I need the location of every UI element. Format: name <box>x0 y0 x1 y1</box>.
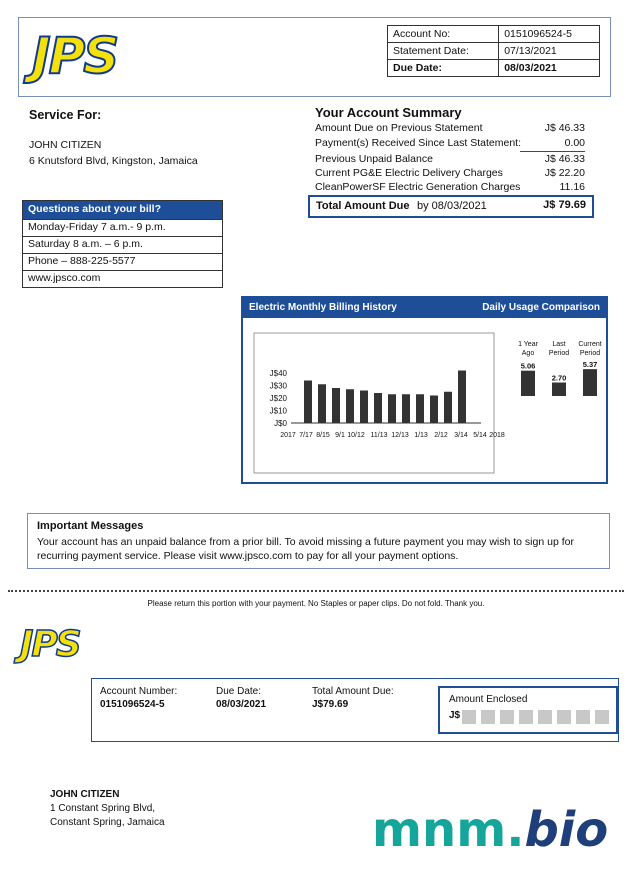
x-tick-label: 12/13 <box>391 432 409 439</box>
summary-label: Current PG&E Electric Delivery Charges <box>315 167 503 179</box>
phone-number: Phone – 888-225-5577 <box>23 253 222 270</box>
summary-value: J$ 46.33 <box>544 153 585 165</box>
comparison-value-label: 5.06 <box>520 361 536 371</box>
mailing-name: JOHN CITIZEN <box>50 789 120 800</box>
history-bar <box>304 381 312 424</box>
comparison-bar <box>583 369 597 396</box>
due-date-row <box>388 60 600 77</box>
digit-box[interactable] <box>462 710 476 724</box>
currency-label: J$ <box>449 710 461 721</box>
mailing-line-2: Constant Spring, Jamaica <box>50 817 165 828</box>
summary-label: CleanPowerSF Electric Generation Charges <box>315 181 521 193</box>
due-date-label: Due Date: <box>388 60 499 77</box>
billing-history-title: Electric Monthly Billing History <box>249 302 397 313</box>
return-note: Please return this portion with your payment. No Staples or paper clips. Do not fold. Thank you. <box>147 599 485 608</box>
statement-date-row <box>388 43 600 60</box>
x-tick-label: 3/14 <box>454 432 468 439</box>
comparison-bar <box>521 371 535 396</box>
hours-weekday: Monday-Friday 7 a.m.- 9 p.m. <box>23 219 222 236</box>
amount-enclosed-box[interactable] <box>438 686 618 734</box>
summary-label: Amount Due on Previous Statement <box>315 122 483 134</box>
digit-box[interactable] <box>519 710 533 724</box>
amount-enclosed-label: Amount Enclosed <box>449 694 528 705</box>
jps-logo: JPS <box>32 27 118 85</box>
x-tick-label: 2/12 <box>434 432 448 439</box>
x-tick-label: 8/15 <box>316 432 330 439</box>
total-due-label: Total Amount Due <box>316 200 410 212</box>
y-tick-label: J$0 <box>274 419 287 428</box>
digit-box[interactable] <box>595 710 609 724</box>
tear-line <box>8 590 624 592</box>
digit-box[interactable] <box>481 710 495 724</box>
history-bar <box>360 391 368 424</box>
history-bar <box>430 396 438 424</box>
account-value: 0151096524-5 <box>499 26 600 43</box>
history-bar <box>346 389 354 423</box>
website-link[interactable]: www.jpsco.com <box>23 270 222 287</box>
digit-box[interactable] <box>576 710 590 724</box>
questions-box <box>22 200 223 288</box>
y-tick-label: J$10 <box>269 406 287 416</box>
comparison-value-label: 5.37 <box>582 360 598 370</box>
summary-value: 0.00 <box>564 137 585 149</box>
mailing-line-1: 1 Constant Spring Blvd, <box>50 803 156 814</box>
history-bar <box>374 393 382 423</box>
remit-account-value: 0151096524-5 <box>100 699 165 710</box>
comparison-category-label: Period <box>579 350 601 357</box>
watermark-logo <box>372 800 608 860</box>
summary-label: Payment(s) Received Since Last Statement: <box>315 137 522 149</box>
x-tick-label: 5/14 <box>473 432 487 439</box>
total-due-box <box>308 195 594 218</box>
statement-date-value: 07/13/2021 <box>499 43 600 60</box>
comparison-category-label: Ago <box>521 350 535 357</box>
billing-history-panel <box>241 296 608 484</box>
remit-due-value: 08/03/2021 <box>216 699 267 710</box>
messages-heading: Important Messages <box>37 520 144 532</box>
usage-comparison-title: Daily Usage Comparison <box>482 302 600 313</box>
statement-date-label: Statement Date: <box>388 43 499 60</box>
watermark-part-2: bio <box>524 802 609 858</box>
summary-heading: Your Account Summary <box>315 105 462 120</box>
summary-value: J$ 22.20 <box>544 167 585 179</box>
account-label: Account No: <box>388 26 499 43</box>
history-bar <box>444 392 452 423</box>
service-heading: Service For: <box>29 108 102 122</box>
messages-line-1: Your account has an unpaid balance from a prior bill. To avoid missing a future payment you may wish to sign up for <box>37 536 574 548</box>
total-due-by: by 08/03/2021 <box>417 200 487 212</box>
history-bar <box>416 394 424 423</box>
remit-total-label: Total Amount Due: <box>312 686 394 697</box>
comparison-category-label: Last <box>552 341 566 348</box>
x-tick-label: 2018 <box>489 432 505 439</box>
y-tick-label: J$40 <box>269 369 287 378</box>
digit-box[interactable] <box>557 710 571 724</box>
summary-divider <box>520 151 585 152</box>
history-bar <box>458 371 466 424</box>
due-date-value: 08/03/2021 <box>499 60 600 77</box>
x-tick-label: 7/17 <box>299 432 313 439</box>
comparison-category-label: Period <box>548 350 570 357</box>
remit-account-label: Account Number: <box>100 686 178 697</box>
remit-due-label: Due Date: <box>216 686 262 697</box>
comparison-bar <box>552 383 566 397</box>
account-info-table <box>387 25 600 77</box>
account-row <box>388 26 600 43</box>
comparison-category-label: Current <box>578 341 602 348</box>
service-name: JOHN CITIZEN <box>29 139 102 151</box>
comparison-category-label: 1 Year <box>518 341 538 348</box>
total-due-value: J$ 79.69 <box>543 199 586 211</box>
jps-logo-small: JPS <box>20 624 80 665</box>
watermark-part-1: mnm. <box>372 802 525 858</box>
x-tick-label: 9/1 <box>335 432 345 439</box>
y-tick-label: J$30 <box>269 381 287 391</box>
history-bar <box>332 388 340 423</box>
x-tick-label: 10/12 <box>347 432 365 439</box>
y-tick-label: J$20 <box>269 394 287 403</box>
messages-line-2: recurring payment service. Please visit www.jpsco.com to pay for all your payment options. <box>37 550 459 562</box>
summary-value: J$ 46.33 <box>544 122 585 134</box>
important-messages-box <box>27 513 610 569</box>
questions-heading: Questions about your bill? <box>23 201 222 219</box>
summary-value: 11.16 <box>559 181 585 193</box>
x-tick-label: 11/13 <box>370 432 388 439</box>
billing-history-header <box>243 298 606 318</box>
history-bar <box>388 394 396 423</box>
x-tick-label: 1/13 <box>414 432 428 439</box>
history-bar <box>318 384 326 423</box>
summary-label: Previous Unpaid Balance <box>315 153 433 165</box>
x-tick-label: 2017 <box>280 432 296 439</box>
billing-history-chart <box>243 318 606 480</box>
digit-box[interactable] <box>500 710 514 724</box>
remit-total-value: J$79.69 <box>312 699 349 710</box>
service-address: 6 Knutsford Blvd, Kingston, Jamaica <box>29 155 198 167</box>
history-bar <box>402 394 410 423</box>
comparison-value-label: 2.70 <box>551 373 567 383</box>
hours-saturday: Saturday 8 a.m. – 6 p.m. <box>23 236 222 253</box>
digit-box[interactable] <box>538 710 552 724</box>
